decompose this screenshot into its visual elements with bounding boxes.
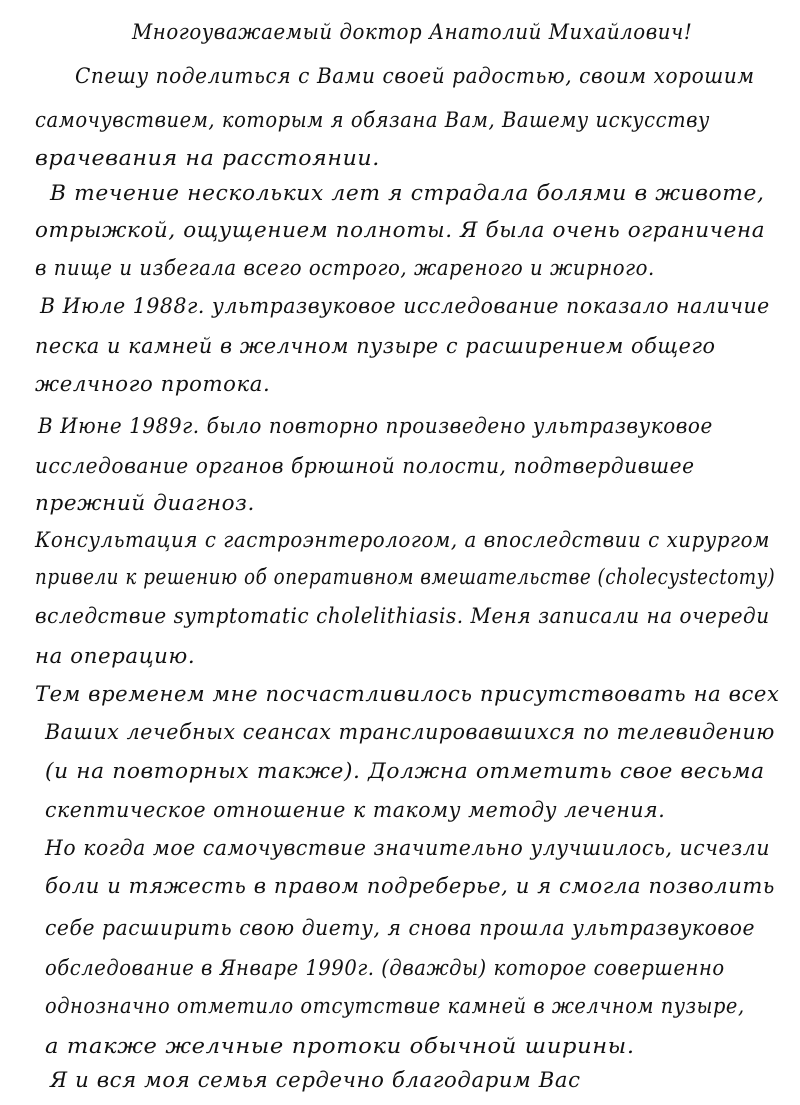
letter-line: однозначно отметило отсутствие камней в желчном пузыре, bbox=[45, 994, 745, 1018]
letter-line: В Июне 1989г. было повторно произведено ультразвуковое bbox=[38, 414, 713, 438]
letter-line: а также желчные протоки обычной ширины. bbox=[45, 1034, 635, 1058]
letter-line: боли и тяжесть в правом подреберье, и я смогла позволить bbox=[45, 874, 776, 898]
letter-line: отрыжкой, ощущением полноты. Я была очень ограничена bbox=[35, 218, 766, 242]
letter-line: В течение нескольких лет я страдала болями в животе, bbox=[50, 181, 765, 205]
letter-line: скептическое отношение к такому методу лечения. bbox=[45, 798, 666, 822]
letter-line: привели к решению об оперативном вмешательстве (cholecystectomy) bbox=[35, 565, 776, 589]
letter-line: песка и камней в желчном пузыре с расширением общего bbox=[35, 334, 716, 358]
letter-line: желчного протока. bbox=[35, 372, 271, 396]
letter-line: Консультация с гастроэнтерологом, а впоследствии с хирургом bbox=[35, 528, 770, 552]
letter-line: Спешу поделиться с Вами своей радостью, своим хорошим bbox=[75, 64, 755, 88]
letter-line: исследование органов брюшной полости, подтвердившее bbox=[35, 454, 695, 478]
letter-line: В Июле 1988г. ультразвуковое исследование показало наличие bbox=[40, 294, 770, 318]
letter-line: Ваших лечебных сеансах транслировавшихся по телевидению bbox=[45, 720, 775, 744]
letter-line: в пище и избегала всего острого, жареного и жирного. bbox=[35, 256, 655, 280]
letter-salutation: Многоуважаемый доктор Анатолий Михайлович! bbox=[132, 20, 693, 44]
letter-line: себе расширить свою диету, я снова прошла ультразвуковое bbox=[45, 916, 756, 940]
letter-line: вследствие symptomatic cholelithiasis. Меня записали на очереди bbox=[35, 604, 770, 628]
letter-line: прежний диагноз. bbox=[35, 491, 255, 515]
letter-line: Я и вся моя семья сердечно благодарим Вас bbox=[50, 1068, 581, 1092]
letter-line: (и на повторных также). Должна отметить свое весьма bbox=[45, 759, 765, 783]
letter-line: Но когда мое самочувствие значительно улучшилось, исчезли bbox=[45, 836, 771, 860]
letter-line: Тем временем мне посчастливилось присутствовать на всех bbox=[35, 682, 780, 706]
letter-line: врачевания на расстоянии. bbox=[35, 146, 380, 170]
letter-line: самочувствием, которым я обязана Вам, Вашему искусству bbox=[35, 108, 710, 132]
letter-line: обследование в Январе 1990г. (дважды) которое совершенно bbox=[45, 956, 725, 980]
letter-line: на операцию. bbox=[35, 644, 196, 668]
